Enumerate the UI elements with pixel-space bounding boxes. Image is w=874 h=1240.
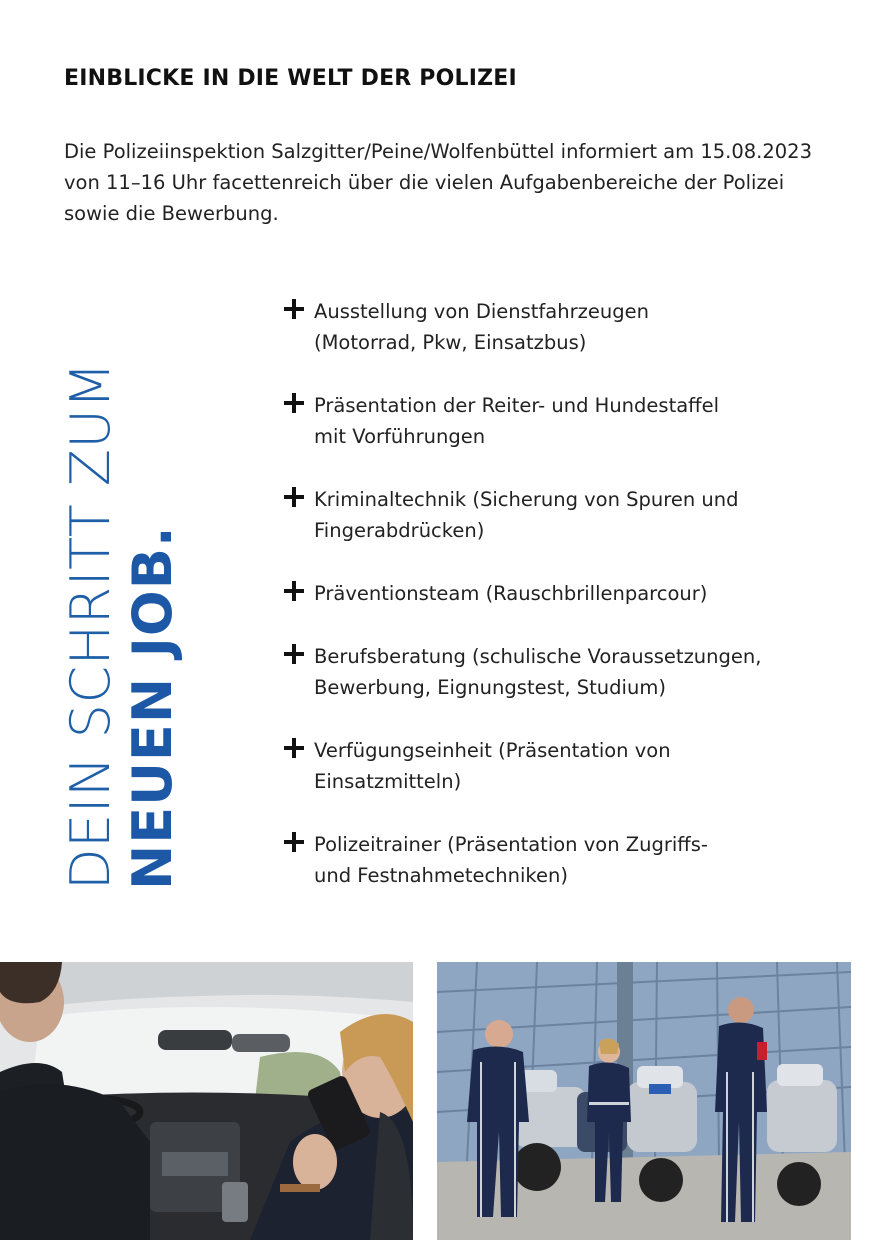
plus-icon [284,832,304,852]
list-item: Ausstellung von Dienstfahrzeugen (Motorrad, Pkw, Einsatzbus) [284,296,844,358]
list-item: Kriminaltechnik (Sicherung von Spuren und Fingerabdrücken) [284,484,844,546]
list-item: Präsentation der Reiter- und Hundestaffel mit Vorführungen [284,390,844,452]
slogan [60,300,200,890]
intro-paragraph: Die Polizeiinspektion Salzgitter/Peine/Wolfenbüttel informiert am 15.08.2023 von 11–16 Uhr facettenreich über die vielen Aufgabenbereiche der Polizei sowie die Bewerbung. [64,140,812,225]
list-item: Polizeitrainer (Präsentation von Zugriffs- und Festnahmetechniken) [284,829,844,891]
plus-icon [284,487,304,507]
plus-icon [284,299,304,319]
slogan-line-1: DEIN SCHRITT ZUM [59,361,122,890]
plus-icon [284,393,304,413]
plus-icon [284,738,304,758]
photo-police-car-interior [0,962,413,1240]
list-item: Berufsberatung (schulische Voraussetzungen, Bewerbung, Eignungstest, Studium) [284,641,844,703]
plus-icon [284,581,304,601]
program-list [284,296,844,891]
photo-officers-motorcycles [437,962,851,1240]
slogan-line-2: NEUEN JOB. [121,525,184,890]
list-item: Präventionsteam (Rauschbrillenparcour) [284,578,844,609]
list-item: Verfügungseinheit (Präsentation von Einsatzmitteln) [284,735,844,797]
page-title: EINBLICKE IN DIE WELT DER POLIZEI [64,66,517,91]
plus-icon [284,644,304,664]
